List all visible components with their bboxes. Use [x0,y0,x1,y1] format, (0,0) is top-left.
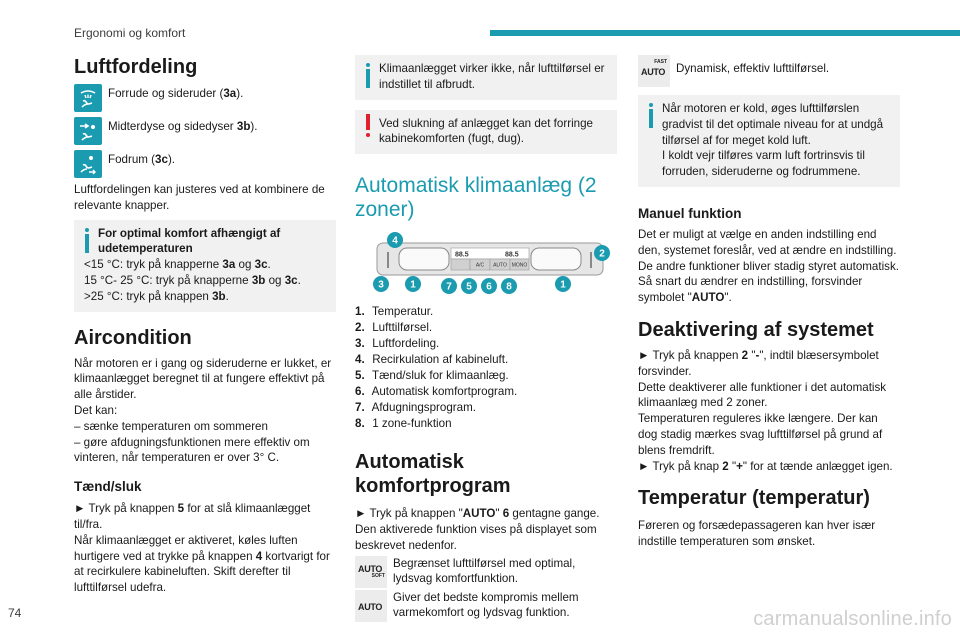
callout-label: 3 [378,279,384,291]
temperature-paragraph: Føreren og forsædepassageren kan hver især indstille temperaturen som ønsket. [638,519,876,549]
face-vents-airflow-icon [74,117,102,145]
heading-comfort-program: Automatisk komfortprogram [355,451,511,498]
legend-item: 8. 1 zone-funktion [355,417,452,431]
section-title: Ergonomi og komfort [74,26,186,40]
note-text: Ved slukning af anlægget kan det forringe kabinekomforten (fugt, dug). [379,116,593,146]
note-line: <15 °C: tryk på knapperne 3a og 3c. [84,258,271,272]
manual-paragraph: Det er muligt at vælge en anden indstilling end den, systemet foreslår, ved at ændre en indstilling. De andre funktioner bliver stadig styret automatisk. Så snart du ændrer en indstilling, forsvinder symbolet "AUTO". [638,227,899,305]
comfort-program-paragraph: ► Tryk på knappen "AUTO" 6 gentagne gange. Den aktiverede funktion vises på displayet som beskrevet nedenfor. [355,507,600,552]
header-accent-bar [490,30,960,36]
legend-item: 7. Afdugningsprogram. [355,401,476,415]
info-note-airflow [355,55,617,100]
legend-item: 2. Lufttilførsel. [355,321,433,335]
heading-taend-sluk: Tænd/sluk [74,479,142,495]
mode-text: Begrænset lufttilførsel med optimal, lydsvag komfortfunktion. [393,556,576,586]
callout-label: 8 [506,281,512,293]
mode-text: Giver det bedste kompromis mellem varmekomfort og lydsvag funktion. [393,590,579,620]
reactivation-paragraph: ► Tryk på knap 2 "+" for at tænde anlægget igen. [638,459,893,473]
legend-item: 3. Luftfordeling. [355,337,440,351]
heading-automatic-climate: Automatisk klimaanlæg (2 zoner) [355,174,597,222]
distribution-item-text: Forrude og sideruder (3a). [108,87,244,100]
legend-item: 4. Recirkulation af kabineluft. [355,353,509,367]
auto-icon: AUTO [355,590,387,622]
deactivation-paragraph: ► Tryk på knappen 2 "-", indtil blæsersymbolet forsvinder. Dette deaktiverer alle funktioner i det automatisk klimaanlæg med 2 zoner. Temperaturen reguleres ikke længere. Der kan dog stadig mærkes svag lufttilførsel på grund af blens fremdrift. [638,348,887,457]
heading-temperature: Temperatur (temperatur) [638,487,870,510]
recirculate-paragraph: Når klimaanlægget er aktiveret, køles luften hurtigere ved at trykke på knappen 4 kortvarigt for at recirkulere kabineluften. Skift derefter til lufttilførsel udefra. [74,533,330,595]
note-line: 15 °C- 25 °C: tryk på knapperne 3b og 3c. [84,273,301,287]
column-2 [355,55,617,627]
mode-auto-soft [355,556,617,588]
info-icon [647,103,655,129]
fast-auto-icon: FAST AUTO [638,55,670,87]
callout-label: 1 [560,279,566,291]
info-icon [364,63,372,89]
note-text: Når motoren er kold, øges lufttilførslen gradvist til det optimale niveau for at undgå tilførsel af for meget kold luft. I koldt vejr tilføres varm luft fortrinsvis til forruden, sideruderne og fodrummene. [662,102,884,179]
legend-item: 1. Temperatur. [355,305,434,319]
temp-display-right: 88.5 [505,251,519,259]
distribution-item-face [74,117,336,145]
column-3 [638,55,900,550]
auto-soft-icon: AUTO SOFT [355,556,387,588]
page-number: 74 [8,606,22,620]
note-title: For optimal komfort afhængigt af udetemperaturen [98,226,281,256]
temp-display-left: 88.5 [455,251,469,259]
info-note-comfort [74,220,336,312]
distribution-item-text: Midterdyse og sidedyser 3b). [108,120,258,133]
callout-label: 2 [599,248,605,260]
aircondition-paragraph: Når motoren er i gang og sideruderne er lukket, er klimaanlægget beregnet til at fungere effektivt på alle årstider. Det kan: – sænke temperaturen om sommeren – gøre afdugningsfunktionen mere effektiv om vinteren, når temperaturen er over 3° C. [74,356,332,465]
note-text: Klimaanlægget virker ikke, når lufttilførsel er indstillet til afbrudt. [379,62,605,91]
panel-legend [355,304,617,432]
info-icon [83,228,91,254]
panel-button-label: A/C [475,262,485,269]
panel-button-label: MONO [511,262,528,269]
watermark: carmanualsonline.info [753,608,952,630]
legend-item: 5. Tænd/sluk for klimaanlæg. [355,369,509,383]
heading-manual: Manuel funktion [638,205,742,221]
distribution-paragraph: Luftfordelingen kan justeres ved at kombinere de relevante knapper. [74,183,325,212]
warning-icon [364,114,372,140]
callout-label: 4 [392,235,398,247]
mode-auto [355,590,617,622]
distribution-item-windshield [74,84,336,112]
column-1 [74,55,336,596]
distribution-item-text: Fodrum (3c). [108,153,176,166]
windshield-airflow-icon [74,84,102,112]
taend-sluk-paragraph: ► Tryk på knappen 5 for at slå klimaanlægget til/fra. [74,502,311,531]
info-note-cold-engine [638,95,900,187]
heading-luftfordeling: Luftfordeling [74,56,198,78]
note-line: >25 °C: tryk på knappen 3b. [84,289,229,303]
callout-label: 1 [410,279,416,291]
panel-button-label: AUTO [493,262,507,269]
heading-aircondition: Aircondition [74,326,192,349]
distribution-item-footwell [74,150,336,178]
legend-item: 6. Automatisk komfortprogram. [355,385,518,399]
heading-deactivation: Deaktivering af systemet [638,318,874,341]
climate-control-panel-diagram [355,232,617,294]
mode-fast-auto [638,55,900,87]
warning-note-shutdown [355,110,617,155]
mode-text: Dynamisk, effektiv lufttilførsel. [676,62,830,75]
callout-label: 6 [486,281,492,293]
callout-label: 5 [466,281,472,293]
callout-label: 7 [446,281,452,293]
footwell-airflow-icon [74,150,102,178]
